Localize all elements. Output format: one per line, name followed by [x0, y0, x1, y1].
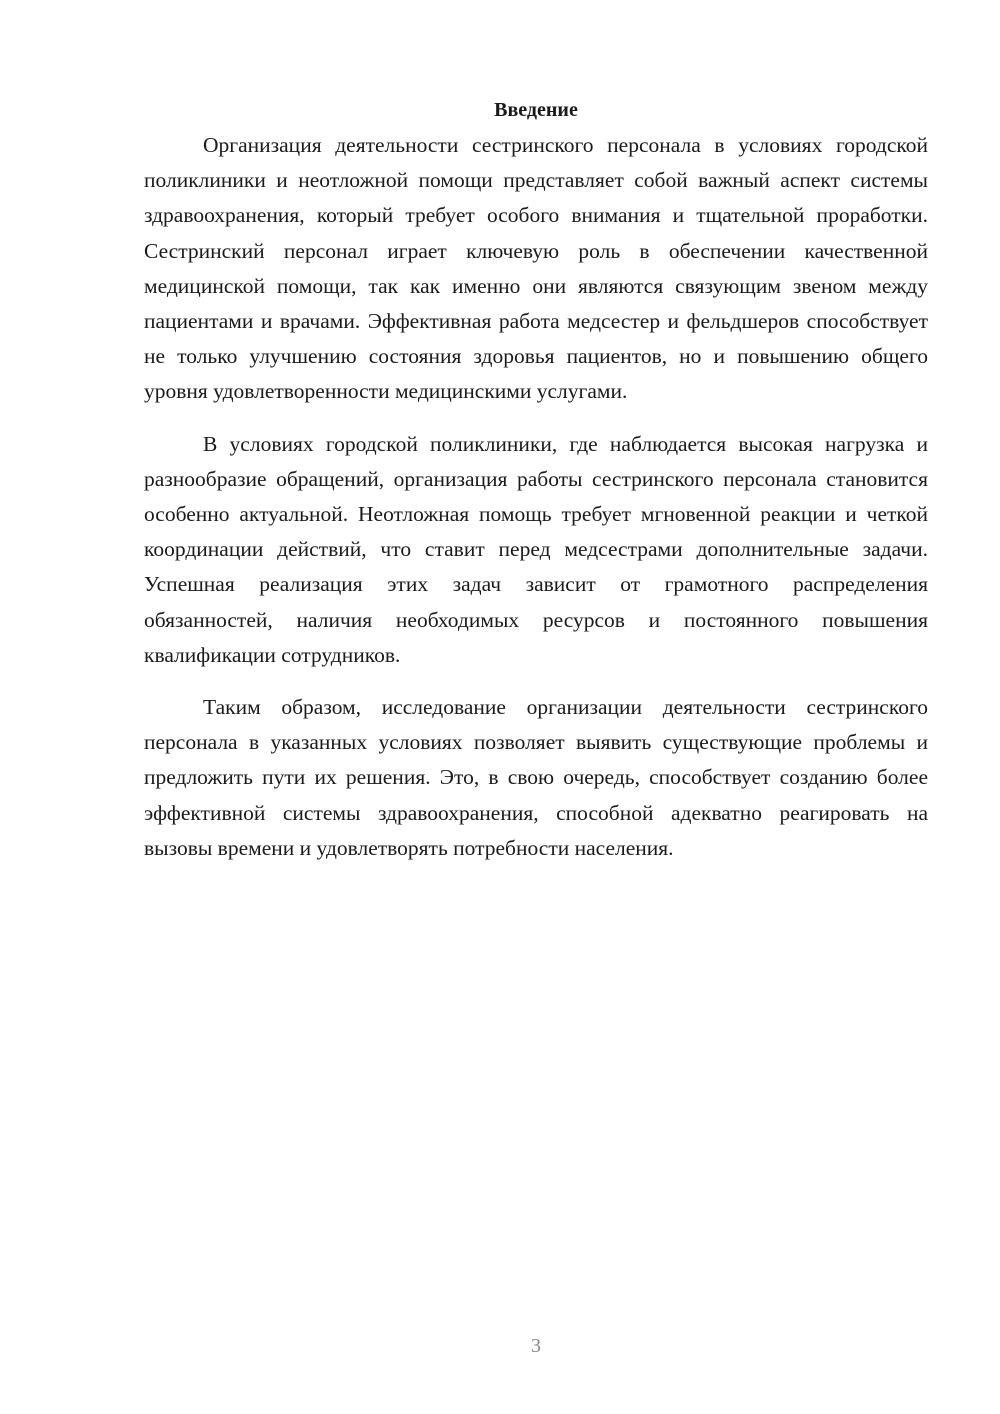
- section-heading: Введение: [494, 99, 578, 121]
- page-content: [144, 93, 928, 866]
- paragraph-2: В условиях городской поликлиники, где наблюдается высокая нагрузка и разнообразие обращений, организация работы сестринского персонала становится особенно актуальной. Неотложная помощь требует мгновенной реакции и четкой координации действий, что ставит перед медсестрами дополнительные задачи. Успешная реализация этих задач зависит от грамотного распределения обязанностей, наличия необходимых ресурсов и постоянного повышения квалификации сотрудников.: [144, 431, 928, 667]
- paragraph-3: Таким образом, исследование организации деятельности сестринского персонала в указанных условиях позволяет выявить существующие проблемы и предложить пути их решения. Это, в свою очередь, способствует созданию более эффективной системы здравоохранения, способной адекватно реагировать на вызовы времени и удовлетворять потребности населения.: [144, 695, 928, 860]
- paragraph-1: Организация деятельности сестринского персонала в условиях городской поликлиники и неотложной помощи представляет собой важный аспект системы здравоохранения, который требует особого внимания и тщательной проработки. Сестринский персонал играет ключевую роль в обеспечении качественной медицинской помощи, так как именно они являются связующим звеном между пациентами и врачами. Эффективная работа медсестер и фельдшеров способствует не только улучшению состояния здоровья пациентов, но и повышению общего уровня удовлетворенности медицинскими услугами.: [144, 133, 928, 404]
- page-number: 3: [531, 1335, 541, 1357]
